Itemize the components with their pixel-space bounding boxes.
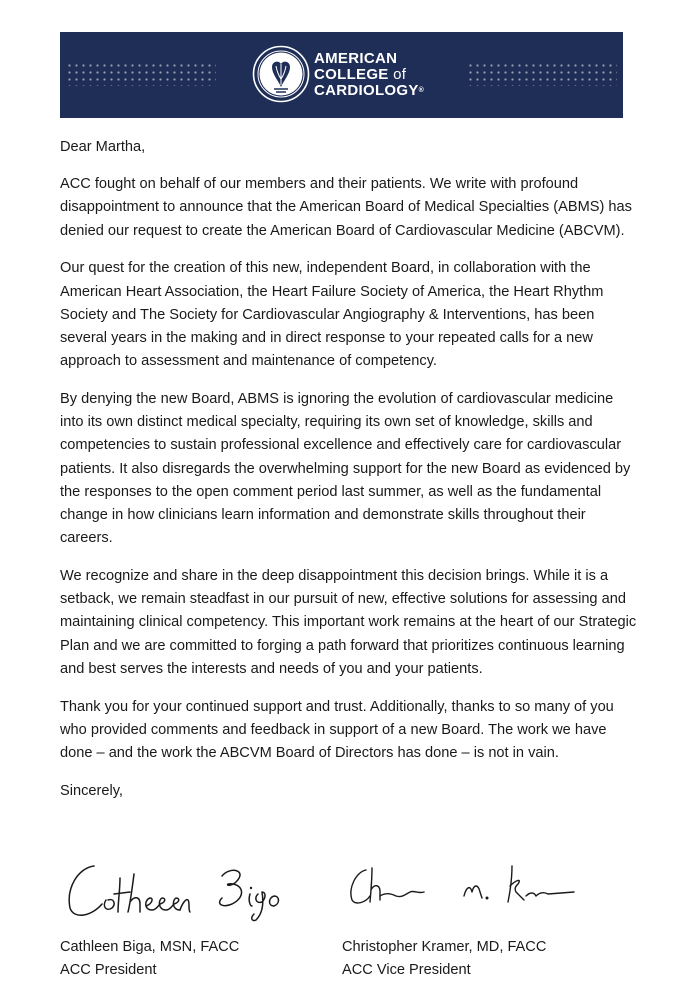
signer-title: ACC President [60, 962, 157, 979]
registered-mark: ® [418, 87, 425, 94]
org-name-line-2: COLLEGE of [314, 66, 407, 83]
signature-cathleen-biga [62, 848, 307, 928]
paragraph-5: Thank you for your continued support and trust. Additionally, thanks to so many of you who provided comments and feedback in support of a new Board. The work we have done – and the work the ABCVM Board of Directors has done – is not in vain. [60, 698, 614, 762]
signature-christopher-kramer [344, 848, 584, 928]
signer-block-president [60, 936, 239, 982]
signer-name: Christopher Kramer, MD, FACC [342, 939, 547, 955]
org-name-line-1: AMERICAN [314, 50, 398, 67]
paragraph-3: By denying the new Board, ABMS is ignoring the evolution of cardiovascular medicine into its own distinct medical specialty, requiring its own set of knowledge, skills and competencies to sustain professional excellence and effectively care for cardiovascular patients. It also disregards the overwhelming support for the new Board as evidenced by the responses to the open comment period last summer, as well as the fundamental change in how clinicians learn information and demonstrate skills throughout their careers. [60, 391, 631, 547]
acc-seal-icon [252, 45, 310, 103]
signer-block-vice-president [342, 936, 546, 982]
signer-title: ACC Vice President [342, 962, 471, 979]
header-banner [60, 32, 623, 118]
decorative-dot-pattern [66, 62, 216, 86]
salutation: Dear Martha, [60, 139, 146, 155]
paragraph-2: Our quest for the creation of this new, independent Board, in collaboration with the American Heart Association, the Heart Failure Society of America, the Heart Rhythm Society and The Society for Cardiovascular Angiography & Interventions, has been several years in the making and in direct response to your repeated calls for a new approach to assessment and maintenance of competency. [60, 260, 604, 370]
org-wordmark [314, 51, 424, 99]
signer-name: Cathleen Biga, MSN, FACC [60, 939, 240, 955]
paragraph-1: ACC fought on behalf of our members and their patients. We write with profound disappointment to announce that the American Board of Medical Specialties (ABMS) has denied our request to create the American Board of Cardiovascular Medicine (ABCVM). [60, 176, 632, 239]
decorative-dot-pattern [467, 62, 617, 86]
closing: Sincerely, [60, 782, 123, 799]
letter-body [60, 136, 640, 818]
paragraph-4: We recognize and share in the deep disappointment this decision brings. While it is a setback, we remain steadfast in our pursuit of new, effective solutions for assessing and maintaining clinical competency. This important work remains at the heart of our Strategic Plan and we are committed to forging a path forward that prioritizes continuous learning and best serves the interests and needs of you and your patients. [60, 568, 637, 677]
org-name-line-3: CARDIOLOGY® [314, 82, 425, 99]
